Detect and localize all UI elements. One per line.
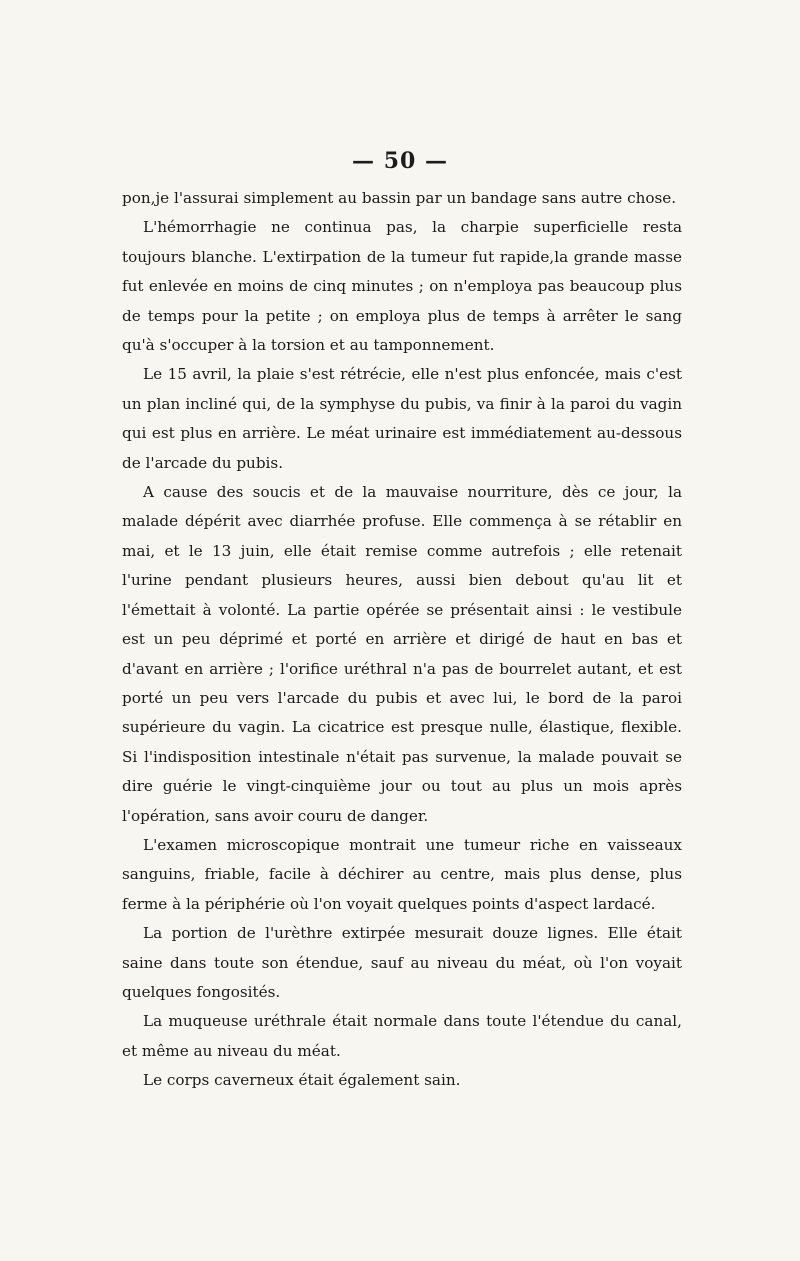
paragraph: pon,je l'assurai simplement au bassin par un bandage sans autre chose.	[122, 189, 677, 207]
paragraph: L'hémorrhagie ne continua pas, la charpie superficielle resta toujours blanche. L'extirpation de la tumeur fut rapide,la grande masse fut enlevée en moins de cinq minutes ; on n'employa pas beaucoup plus de temps pour la petite ; on employa plus de temps à arrêter le sang qu'à s'occuper à la torsion et au tamponnement.	[122, 218, 682, 355]
body-text	[122, 184, 682, 1096]
paragraph: Le 15 avril, la plaie s'est rétrécie, elle n'est plus enfoncée, mais c'est un plan incliné qui, de la symphyse du pubis, va finir à la paroi du vagin qui est plus en arrière. Le méat urinaire est immédiatement au-dessous de l'arcade du pubis.	[122, 365, 682, 472]
paragraph: A cause des soucis et de la mauvaise nourriture, dès ce jour, la malade dépérit avec diarrhée profuse. Elle commença à se rétablir en mai, et le 13 juin, elle était remise comme autrefois ; elle retenait l'urine pendant plusieurs heures, aussi bien debout qu'au lit et l'émettait à volonté. La partie opérée se présentait ainsi : le vestibule est un peu déprimé et porté en arrière et dirigé de haut en bas et d'avant en arrière ; l'orifice uréthral n'a pas de bourrelet autant, et est porté un peu vers l'arcade du pubis et avec lui, le bord de la paroi supérieure du vagin. La cicatrice est presque nulle, élastique, flexible. Si l'indisposition intestinale n'était pas survenue, la malade pouvait se dire guérie le vingt-cinquième jour ou tout au plus un mois après l'opération, sans avoir couru de danger.	[122, 483, 682, 825]
paragraph: La portion de l'urèthre extirpée mesurait douze lignes. Elle était saine dans toute son étendue, sauf au niveau du méat, où l'on voyait quelques fongosités.	[122, 924, 682, 1001]
paragraph: Le corps caverneux était également sain.	[143, 1071, 461, 1090]
page-number: — 50 —	[352, 148, 448, 174]
paragraph: L'examen microscopique montrait une tumeur riche en vaisseaux sanguins, friable, facile à déchirer au centre, mais plus dense, plus ferme à la périphérie où l'on voyait quelques points d'aspect lardacé.	[122, 835, 682, 913]
paragraph: La muqueuse uréthrale était normale dans toute l'étendue du canal, et même au niveau du méat.	[122, 1012, 682, 1060]
